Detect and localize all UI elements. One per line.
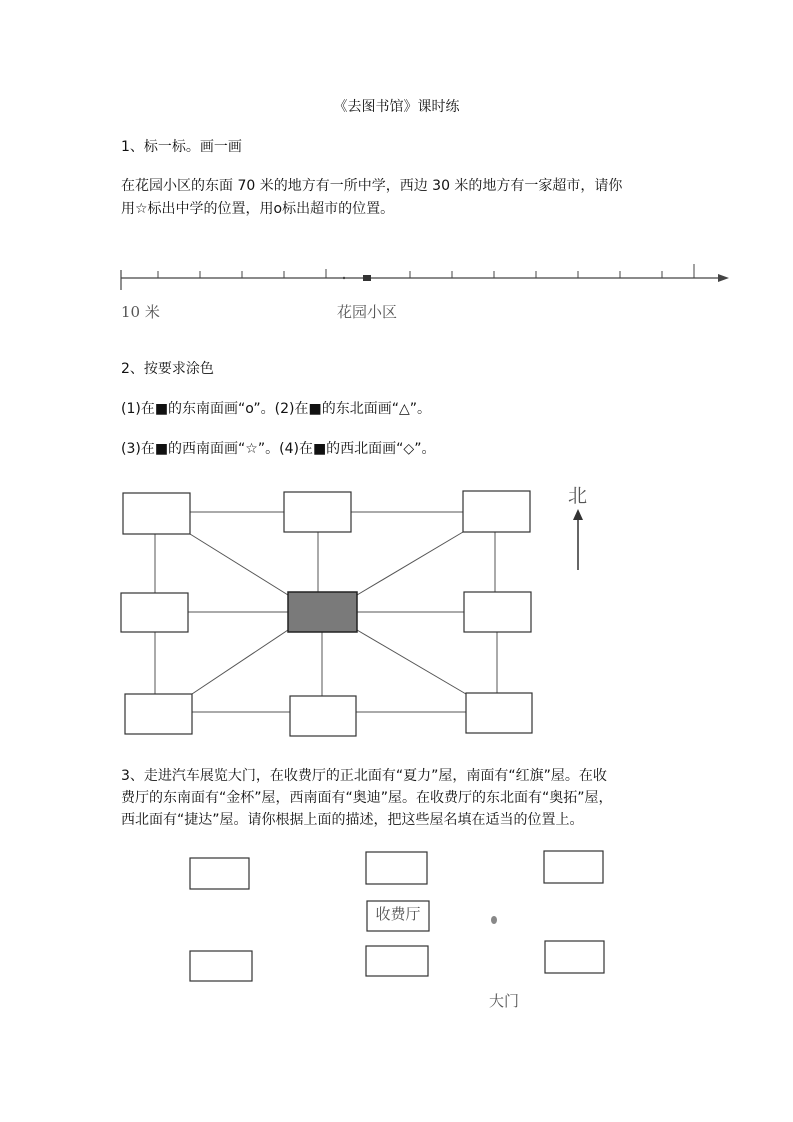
north-label: 北 <box>568 485 588 507</box>
page-title: 《去图书馆》课时练 <box>333 99 460 115</box>
house-box-north[interactable] <box>366 852 427 884</box>
house-box-northeast[interactable] <box>544 851 603 883</box>
q1-heading: 1、标一标。画一画 <box>121 139 242 155</box>
gate-label: 大门 <box>489 992 520 1010</box>
q2-line2: (3)在■的西南面画“☆”。(4)在■的西北面画“◇”。 <box>121 441 436 457</box>
house-box-south[interactable] <box>366 946 428 976</box>
origin-label: 花园小区 <box>337 303 398 321</box>
house-box-northwest[interactable] <box>190 858 249 889</box>
house-box-southeast[interactable] <box>545 941 604 973</box>
position-dot <box>491 916 497 924</box>
house-box-southwest[interactable] <box>190 951 252 981</box>
q1-text-line2: 用☆标出中学的位置，用o标出超市的位置。 <box>121 201 395 217</box>
scale-label: 10 米 <box>121 303 160 321</box>
q3-line3: 西北面有“捷达”屋。请你根据上面的描述，把这些屋名填在适当的位置上。 <box>121 812 584 828</box>
q2-line1: (1)在■的东南面画“o”。(2)在■的东北面画“△”。 <box>121 401 431 417</box>
toll-hall-label: 收费厅 <box>375 905 421 923</box>
q3-line2: 费厅的东南面有“金杯”屋，西南面有“奥迪”屋。在收费厅的东北面有“奥拓”屋， <box>121 790 613 806</box>
q3-line1: 3、走进汽车展览大门，在收费厅的正北面有“夏力”屋，南面有“红旗”屋。在收 <box>121 768 607 784</box>
q2-heading: 2、按要求涂色 <box>121 361 214 377</box>
q1-text-line1: 在花园小区的东面 70 米的地方有一所中学，西边 30 米的地方有一家超市，请你 <box>121 178 623 194</box>
